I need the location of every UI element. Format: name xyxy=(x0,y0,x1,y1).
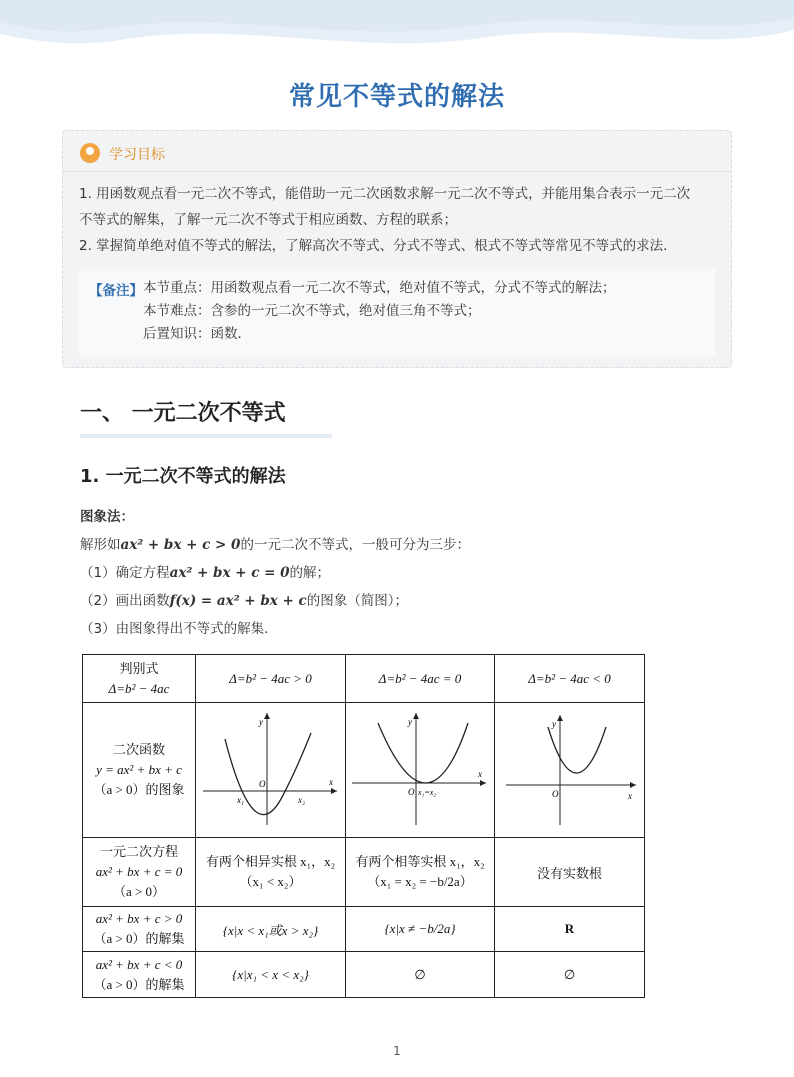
table-cell xyxy=(196,703,346,838)
math: ax² + bx + c > 0 xyxy=(120,537,241,553)
lightbulb-icon xyxy=(80,143,100,163)
goal-line: 不等式的解集，了解一元二次不等式于相应函数、方程的联系； xyxy=(79,212,457,228)
text: 解形如 xyxy=(80,537,121,553)
section-underline xyxy=(80,434,332,438)
goal-label: 学习目标 xyxy=(109,147,165,163)
arrow-icon xyxy=(413,713,419,719)
origin-label: O xyxy=(551,789,558,799)
body-line-1 xyxy=(80,533,470,553)
table-row xyxy=(83,703,645,838)
axis-label-y: y xyxy=(551,719,556,729)
table-cell: R xyxy=(495,907,645,952)
table-cell xyxy=(83,703,196,838)
table-cell: {x|x < x₁或x > x₂} xyxy=(196,907,346,952)
section-heading-1: 一、 一元二次不等式 xyxy=(80,401,286,426)
cell-text: ax² + bx + c = 0 xyxy=(95,864,183,879)
parabola-curve xyxy=(378,723,468,783)
cell-text: 一元二次方程 xyxy=(99,844,178,859)
parabola-double-root-graph xyxy=(346,703,494,833)
cell-text: （a > 0） xyxy=(112,884,166,899)
cell-text: （a > 0）的图象 xyxy=(93,782,185,797)
origin-label: O xyxy=(408,787,415,797)
root-label: x₂ xyxy=(297,795,305,805)
parabola-two-roots-graph xyxy=(197,703,345,833)
axis-label-y: y xyxy=(408,717,412,727)
table-cell xyxy=(346,838,495,907)
note-line: 本节重点：用函数观点看一元二次不等式，绝对值不等式，分式不等式的解法； xyxy=(143,280,616,296)
table-cell: 没有实数根 xyxy=(495,838,645,907)
table-cell: Δ=b² − 4ac > 0 xyxy=(196,655,346,703)
note-box xyxy=(79,269,715,357)
table-cell: ∅ xyxy=(495,952,645,998)
note-line: 后置知识：函数． xyxy=(143,326,251,342)
table-cell xyxy=(196,838,346,907)
note-tag: 【备注】 xyxy=(89,283,143,299)
table-cell xyxy=(83,838,196,907)
text: （1）确定方程 xyxy=(80,565,170,581)
table-cell: {x|x ≠ −b/2a} xyxy=(346,907,495,952)
cell-text: （a > 0）的解集 xyxy=(93,976,185,992)
page-title: 常见不等式的解法 xyxy=(288,82,505,112)
arrow-icon xyxy=(630,782,636,788)
cell-text: （x₁ = x₂ = −b/2a） xyxy=(367,874,473,889)
cell-text: Δ=b² − 4ac xyxy=(108,680,170,696)
goal-text xyxy=(79,181,715,259)
cell-text: 有两个相等实根 x₁，x₂ xyxy=(355,854,485,869)
body-line-2 xyxy=(80,561,330,581)
math: f(x) = ax² + bx + c xyxy=(169,593,307,609)
axis-label-x: x xyxy=(627,791,632,801)
table-row xyxy=(83,907,645,952)
table-cell: {x|x₁ < x < x₂} xyxy=(196,952,346,998)
header-wave-decoration xyxy=(0,0,794,60)
math: ax² + bx + c = 0 xyxy=(169,565,290,581)
page-number: 1 xyxy=(393,1044,401,1058)
cell-text: 判别式 xyxy=(119,660,159,676)
axis-label-y: y xyxy=(258,717,263,727)
goal-line: 2. 掌握简单绝对值不等式的解法，了解高次不等式、分式不等式、根式不等式等常见不等式的求法． xyxy=(79,238,677,254)
goal-line: 1. 用函数观点看一元二次不等式，能借助一元二次函数求解一元二次不等式，并能用集合表示一元二次 xyxy=(79,186,691,202)
table-cell xyxy=(346,703,495,838)
table-cell: Δ=b² − 4ac < 0 xyxy=(495,655,645,703)
text: 的一元二次不等式，一般可分为三步： xyxy=(240,537,470,553)
cell-text: y = ax² + bx + c xyxy=(96,762,182,777)
note-line: 本节难点：含参的一元二次不等式，绝对值三角不等式； xyxy=(143,303,481,319)
table-cell xyxy=(495,703,645,838)
cell-text: （a > 0）的解集 xyxy=(93,931,185,946)
text: （2）画出函数 xyxy=(80,593,170,609)
goal-header xyxy=(63,131,731,172)
root-label: x₁ xyxy=(236,795,244,805)
arrow-icon xyxy=(264,713,270,719)
cell-text: ax² + bx + c < 0 xyxy=(95,956,183,972)
axis-label-x: x xyxy=(478,769,482,779)
discriminant-table xyxy=(82,654,645,998)
cell-text: 二次函数 xyxy=(112,742,165,757)
table-cell: Δ=b² − 4ac = 0 xyxy=(346,655,495,703)
text: 的图象（简图）； xyxy=(306,593,409,609)
cell-text: （x₁ < x₂） xyxy=(239,874,302,889)
cell-text: ax² + bx + c > 0 xyxy=(95,911,183,926)
origin-label: O xyxy=(258,779,265,789)
parabola-curve xyxy=(548,727,606,773)
arrow-icon xyxy=(331,788,337,794)
learning-goal-box xyxy=(62,130,732,368)
note-lines xyxy=(143,277,616,346)
method-label: 图象法： xyxy=(80,509,134,525)
table-cell xyxy=(83,952,196,998)
table-cell xyxy=(83,907,196,952)
parabola-no-root-graph xyxy=(496,703,644,833)
body-line-4: （3）由图象得出不等式的解集. xyxy=(80,621,269,637)
arrow-icon xyxy=(480,780,486,786)
arrow-icon xyxy=(557,715,563,721)
table-cell xyxy=(83,655,196,703)
axis-label-x: x xyxy=(328,777,333,787)
table-row xyxy=(83,838,645,907)
root-label: x₁=x₂ xyxy=(418,788,437,797)
cell-text: 有两个相异实根 x₁，x₂ xyxy=(205,854,336,869)
subsection-heading: 1. 一元二次不等式的解法 xyxy=(80,466,286,487)
text: 的解； xyxy=(289,565,331,581)
body-line-3 xyxy=(80,589,408,609)
table-row xyxy=(83,952,645,998)
table-row xyxy=(83,655,645,703)
table-cell: ∅ xyxy=(346,952,495,998)
